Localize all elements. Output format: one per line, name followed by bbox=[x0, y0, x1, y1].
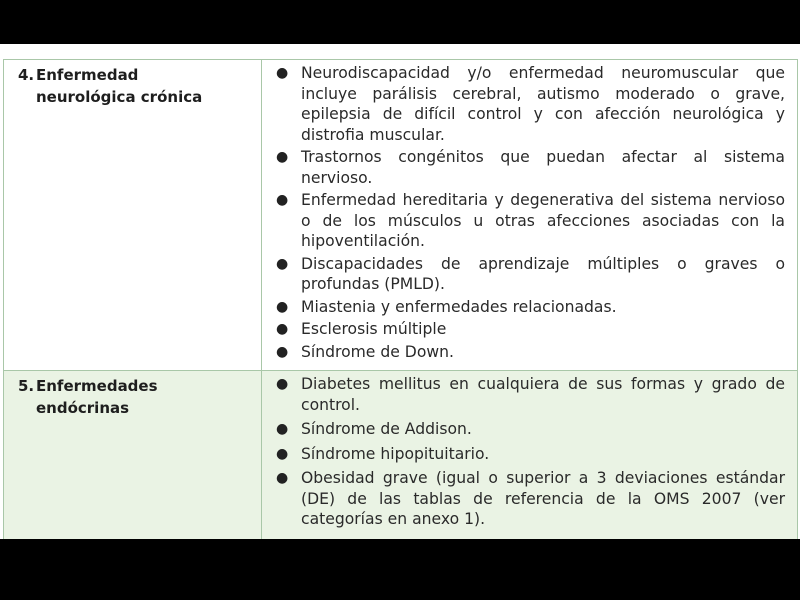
list-item: ● Discapacidades de aprendizaje múltiples o graves o profundas (PMLD). bbox=[276, 254, 785, 293]
bullet-icon: ● bbox=[276, 149, 289, 165]
items-cell bbox=[262, 60, 798, 371]
table-row bbox=[4, 371, 798, 540]
list-item: ● Esclerosis múltiple bbox=[276, 320, 447, 338]
list-item: ● Síndrome de Down. bbox=[276, 342, 454, 361]
list-item: ● Enfermedad hereditaria y degenerativa del sistema nervioso o de los músculos u otras afecciones asociadas con la hipoventilación. bbox=[276, 191, 785, 250]
category-number: 5. bbox=[18, 377, 35, 395]
category-label: Enfermedad neurológica crónica bbox=[36, 66, 203, 106]
bullet-icon: ● bbox=[276, 445, 289, 462]
bullet-icon: ● bbox=[276, 65, 289, 81]
list-item: ● Neurodiscapacidad y/o enfermedad neuromuscular que incluye parálisis cerebral, autismo moderado o grave, epilepsia de difícil control y con afección neurológica y distrofia muscular. bbox=[276, 64, 785, 144]
bullet-icon: ● bbox=[276, 321, 289, 337]
list-item: ● Trastornos congénitos que puedan afectar al sistema nervioso. bbox=[276, 148, 785, 187]
bullet-icon: ● bbox=[276, 298, 289, 315]
list-item: ● Síndrome hipopituitario. bbox=[276, 444, 490, 463]
list-item: ● Miastenia y enfermedades relacionadas. bbox=[276, 297, 617, 316]
list-item: ● Síndrome de Addison. bbox=[276, 420, 472, 438]
category-number: 4. bbox=[18, 66, 35, 84]
list-item: ● Obesidad grave (igual o superior a 3 deviaciones estándar (DE) de las tablas de referencia de la OMS 2007 (ver categorías en anexo 1). bbox=[276, 469, 785, 528]
bullet-icon: ● bbox=[276, 192, 289, 208]
items-cell bbox=[262, 371, 798, 540]
category-cell bbox=[4, 60, 262, 371]
list-item: ● Diabetes mellitus en cualquiera de sus formas y grado de control. bbox=[276, 375, 785, 414]
table-row bbox=[4, 60, 798, 371]
bullet-icon: ● bbox=[276, 376, 289, 392]
bullet-icon: ● bbox=[276, 343, 289, 360]
category-label: Enfermedades endócrinas bbox=[36, 377, 158, 417]
item-list bbox=[272, 63, 785, 362]
conditions-table bbox=[3, 59, 798, 539]
document-page bbox=[0, 44, 800, 539]
bullet-icon: ● bbox=[276, 255, 289, 272]
item-list bbox=[272, 374, 785, 530]
category-cell bbox=[4, 371, 262, 540]
bullet-icon: ● bbox=[276, 421, 289, 437]
bullet-icon: ● bbox=[276, 470, 289, 486]
